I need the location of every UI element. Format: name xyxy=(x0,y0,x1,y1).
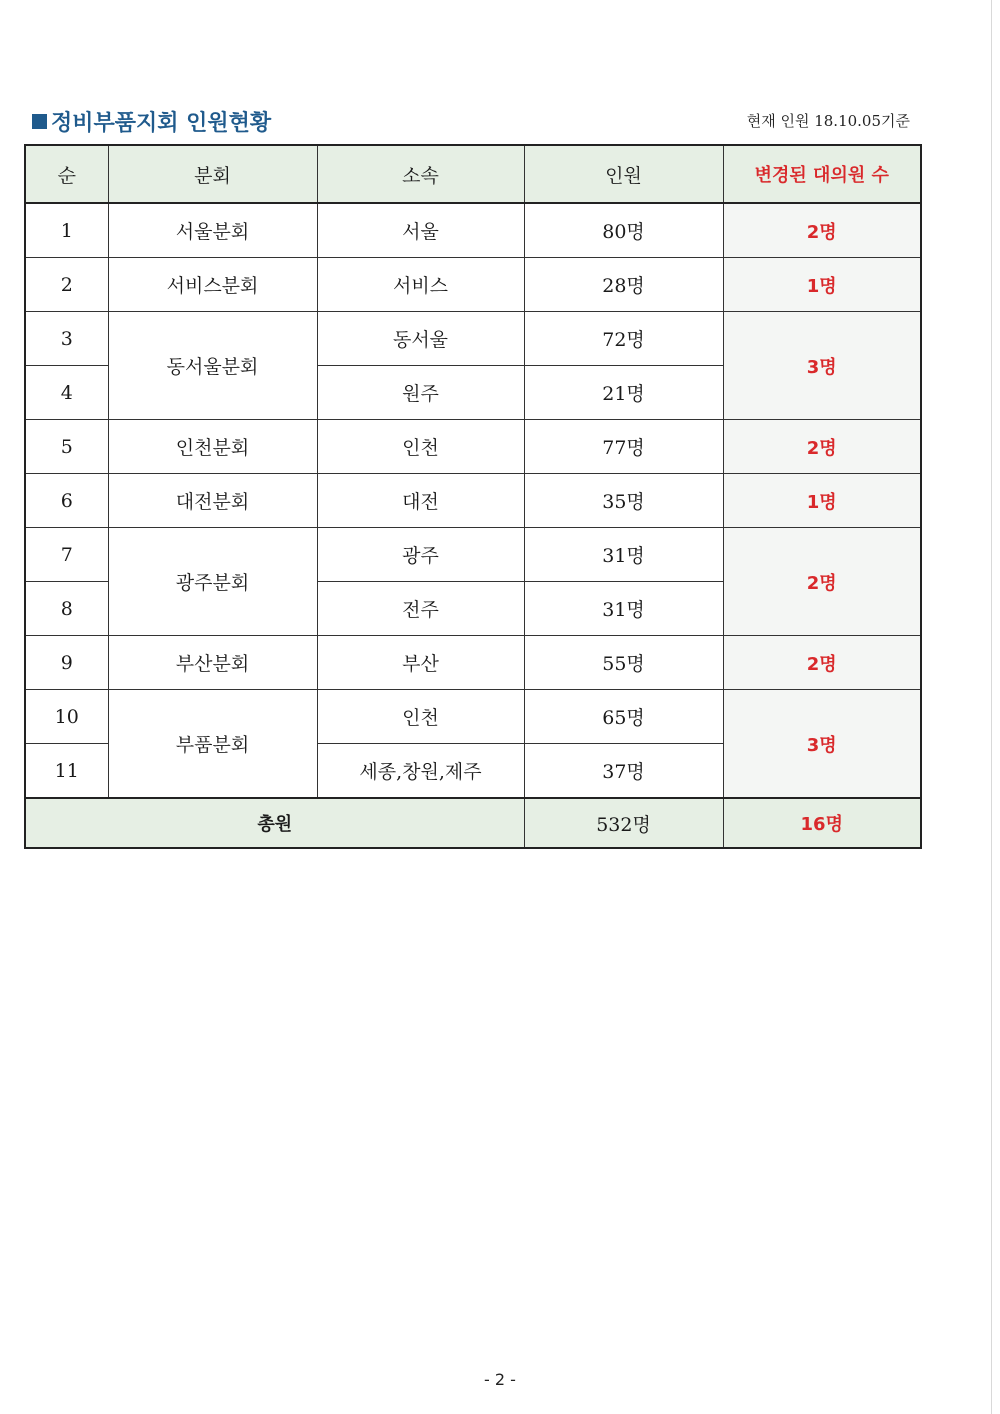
cell-members: 28명 xyxy=(524,258,723,312)
cell-delegates: 1명 xyxy=(723,258,921,312)
cell-affiliation: 광주 xyxy=(317,528,524,582)
cell-no: 10 xyxy=(25,690,108,744)
cell-delegates: 2명 xyxy=(723,528,921,636)
cell-members: 72명 xyxy=(524,312,723,366)
cell-delegates: 2명 xyxy=(723,203,921,258)
cell-members: 21명 xyxy=(524,366,723,420)
cell-delegates: 2명 xyxy=(723,636,921,690)
cell-affiliation: 동서울 xyxy=(317,312,524,366)
cell-members: 31명 xyxy=(524,582,723,636)
page-number: - 2 - xyxy=(484,1370,516,1389)
cell-members: 80명 xyxy=(524,203,723,258)
cell-delegates: 1명 xyxy=(723,474,921,528)
table-total-row xyxy=(25,798,921,848)
total-delegates: 16명 xyxy=(723,798,921,848)
total-label: 총원 xyxy=(25,798,524,848)
cell-affiliation: 원주 xyxy=(317,366,524,420)
header-delegates: 변경된 대의원 수 xyxy=(723,145,921,203)
cell-no: 8 xyxy=(25,582,108,636)
table-row xyxy=(25,690,921,744)
cell-branch: 서비스분회 xyxy=(108,258,317,312)
cell-no: 6 xyxy=(25,474,108,528)
header-branch: 분회 xyxy=(108,145,317,203)
cell-affiliation: 세종,창원,제주 xyxy=(317,744,524,799)
table-row xyxy=(25,203,921,258)
page-edge-line xyxy=(991,0,992,1414)
document-title xyxy=(32,106,271,137)
cell-members: 77명 xyxy=(524,420,723,474)
cell-members: 31명 xyxy=(524,528,723,582)
cell-no: 3 xyxy=(25,312,108,366)
cell-no: 1 xyxy=(25,203,108,258)
table-header-row xyxy=(25,145,921,203)
cell-no: 2 xyxy=(25,258,108,312)
cell-affiliation: 대전 xyxy=(317,474,524,528)
table-row xyxy=(25,474,921,528)
cell-affiliation: 인천 xyxy=(317,690,524,744)
header-no: 순 xyxy=(25,145,108,203)
cell-affiliation: 전주 xyxy=(317,582,524,636)
cell-affiliation: 서비스 xyxy=(317,258,524,312)
cell-branch: 인천분회 xyxy=(108,420,317,474)
cell-delegates: 2명 xyxy=(723,420,921,474)
cell-members: 65명 xyxy=(524,690,723,744)
cell-branch: 부산분회 xyxy=(108,636,317,690)
cell-branch: 동서울분회 xyxy=(108,312,317,420)
header-affiliation: 소속 xyxy=(317,145,524,203)
membership-table xyxy=(24,144,922,849)
table-row xyxy=(25,636,921,690)
total-members: 532명 xyxy=(524,798,723,848)
as-of-date: 현재 인원 18.10.05기준 xyxy=(746,112,910,130)
cell-members: 35명 xyxy=(524,474,723,528)
cell-branch: 대전분회 xyxy=(108,474,317,528)
title-text: 정비부품지회 인원현황 xyxy=(51,111,272,136)
header-members: 인원 xyxy=(524,145,723,203)
cell-branch: 광주분회 xyxy=(108,528,317,636)
cell-delegates: 3명 xyxy=(723,690,921,799)
cell-branch: 부품분회 xyxy=(108,690,317,799)
cell-affiliation: 부산 xyxy=(317,636,524,690)
cell-members: 55명 xyxy=(524,636,723,690)
table-row xyxy=(25,420,921,474)
cell-no: 11 xyxy=(25,744,108,799)
cell-affiliation: 서울 xyxy=(317,203,524,258)
square-bullet-icon xyxy=(32,114,47,129)
cell-members: 37명 xyxy=(524,744,723,799)
cell-no: 9 xyxy=(25,636,108,690)
cell-no: 5 xyxy=(25,420,108,474)
cell-affiliation: 인천 xyxy=(317,420,524,474)
table-row xyxy=(25,528,921,582)
table-row xyxy=(25,258,921,312)
cell-no: 4 xyxy=(25,366,108,420)
cell-no: 7 xyxy=(25,528,108,582)
cell-branch: 서울분회 xyxy=(108,203,317,258)
table-row xyxy=(25,312,921,366)
cell-delegates: 3명 xyxy=(723,312,921,420)
